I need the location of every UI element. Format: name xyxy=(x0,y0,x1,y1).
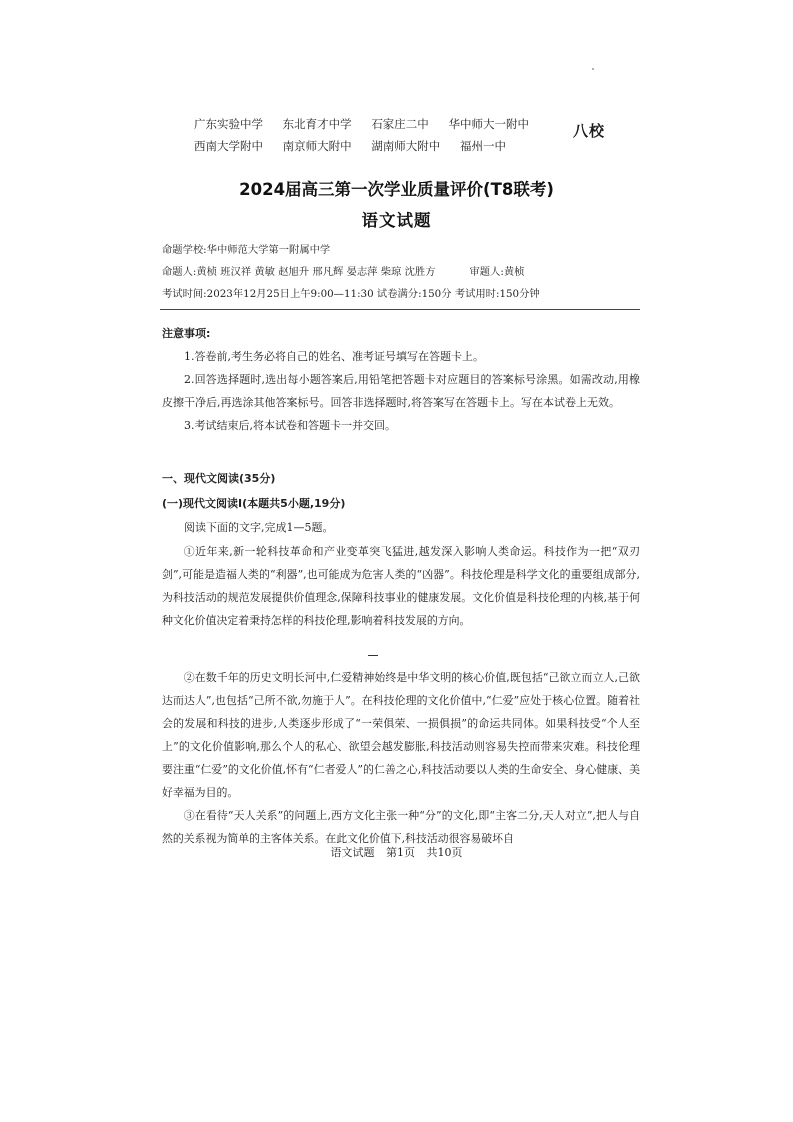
notice-item: 1.答卷前,考生务必将自己的姓名、准考证号填写在答题卡上。 xyxy=(184,350,484,363)
notice-block xyxy=(162,322,640,437)
reviewer: 审题人:黄桢 xyxy=(469,266,525,278)
footer-total-pages: 共10页 xyxy=(426,846,463,859)
paragraph-1: ①近年来,新一轮科技革命和产业变革突飞猛进,越发深入影响人类命运。科技作为一把“双刃剑”,可能是造福人类的“利器”,也可能成为危害人类的“凶器”。科技伦理是科学文化的重要组成部分,为科技活动的规范发展提供价值理念,保障科技事业的健康发展。文化价值是科技伦理的内核,基于何种文化价值决定着秉持怎样的科技伦理,影响着科技发展的方向。 xyxy=(162,545,640,627)
reading-instruction: 阅读下面的文字,完成1—5题。 xyxy=(184,521,334,534)
paragraph-3: ③在看待“天人关系”的问题上,西方文化主张一种“分”的文化,即“主客二分,天人对立”,把人与自然的关系视为简单的主客体关系。在此文化价值下,科技活动很容易破坏自 xyxy=(162,809,640,845)
eight-schools-badge: 八校 xyxy=(573,122,606,140)
header-divider xyxy=(160,309,640,310)
school-name: 西南大学附中 xyxy=(194,139,263,153)
exam-time: 考试时间:2023年12月25日上午9:00—11:30 试卷满分:150分 考试用时:150分钟 xyxy=(162,288,540,300)
school-name: 东北育才中学 xyxy=(282,117,352,131)
footer-subject: 语文试题 xyxy=(330,846,375,859)
exam-subject-title: 语文试题 xyxy=(361,211,432,230)
school-row-1 xyxy=(194,113,545,135)
scan-speck xyxy=(592,68,594,70)
school-row-2 xyxy=(194,135,545,157)
footer-page-number: 第1页 xyxy=(386,846,415,859)
school-name: 南京师大附中 xyxy=(282,139,352,153)
passage-part-1 xyxy=(162,540,640,632)
school-name: 华中师大一附中 xyxy=(448,117,529,131)
notice-item: 2.回答选择题时,选出每小题答案后,用铅笔把答题卡对应题目的答案标号涂黑。如需改动,用橡皮擦干净后,再选涂其他答案标号。回答非选择题时,将答案写在答题卡上。写在本试卷上无效。 xyxy=(162,373,640,409)
passage-part-2 xyxy=(162,666,640,850)
school-list xyxy=(194,113,545,157)
proposing-school: 命题学校:华中师范大学第一附属中学 xyxy=(162,244,331,256)
section-heading: 一、现代文阅读(35分) xyxy=(162,472,276,485)
notice-item: 3.考试结束后,将本试卷和答题卡一并交回。 xyxy=(184,419,396,432)
subsection-heading: (一)现代文阅读Ⅰ(本题共5小题,19分) xyxy=(162,497,346,510)
notice-heading: 注意事项: xyxy=(162,327,211,340)
exam-title: 2024届高三第一次学业质量评价(T8联考) xyxy=(239,180,554,199)
school-name: 石家庄二中 xyxy=(371,117,429,131)
school-name: 湖南师大附中 xyxy=(371,139,441,153)
section-divider-mark xyxy=(368,655,378,656)
school-name: 福州一中 xyxy=(459,139,506,153)
paragraph-2: ②在数千年的历史文明长河中,仁爱精神始终是中华文明的核心价值,既包括“己欲立而立人,己欲达而达人”,也包括“己所不欲,勿施于人”。在科技伦理的文化价值中,“仁爱”应处于核心位置。随着社会的发展和科技的进步,人类逐步形成了“一荣俱荣、一损俱损”的命运共同体。如果科技受“个人至上”的文化价值影响,那么个人的私心、欲望会越发膨胀,科技活动则容易失控而带来灾难。科技伦理要注重“仁爱”的文化价值,怀有“仁者爱人”的仁善之心,科技活动要以人类的生命安全、身心健康、美好幸福为目的。 xyxy=(162,671,640,799)
authors-line xyxy=(162,261,642,283)
exam-meta xyxy=(162,239,642,305)
authors: 命题人:黄桢 班汉祥 黄敏 赵旭升 邢凡辉 晏志萍 柴琼 沈胜方 xyxy=(162,266,436,278)
school-name: 广东实验中学 xyxy=(194,117,263,131)
page-footer xyxy=(0,844,793,860)
